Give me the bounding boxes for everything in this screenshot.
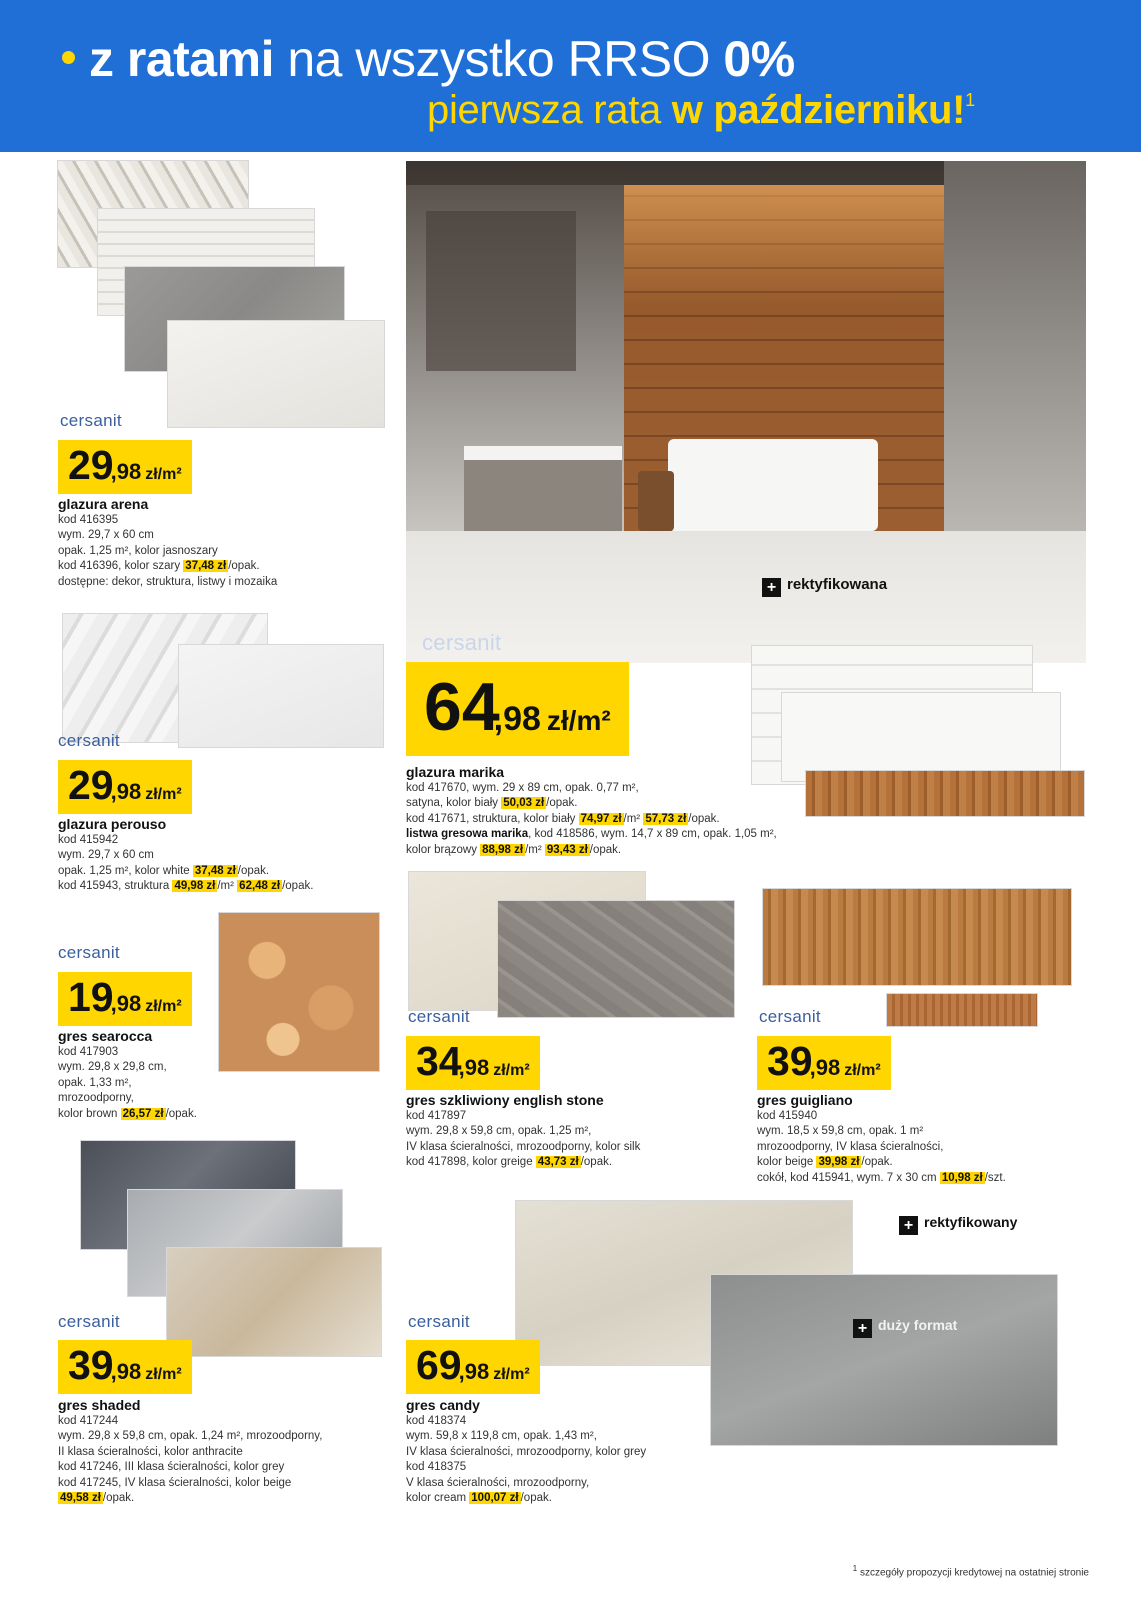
promo-banner — [0, 0, 1141, 152]
arena-tile-light-image — [167, 320, 385, 428]
guigliano-name: gres guigliano — [757, 1092, 853, 1108]
plus-icon: + — [899, 1216, 918, 1235]
shaded-price-tag: 39,98 zł/m² — [58, 1340, 192, 1394]
english-stone-tile-greige-image — [497, 900, 735, 1018]
perouso-description: glazura perouso kod 415942 wym. 29,7 x 60 cm opak. 1,25 m², kolor white 37,48 zł /opak. kod 415943, struktura 49,98 zł /m² 62,48 zł /opak. — [58, 816, 314, 893]
candy-price-tag: 69,98 zł/m² — [406, 1340, 540, 1394]
english-stone-brand-logo: cersanit — [408, 1007, 470, 1026]
candy-brand-logo: cersanit — [408, 1312, 470, 1331]
candy-rectified-badge: + rektyfikowany — [899, 1214, 1017, 1235]
searocca-tile-stone-image — [218, 912, 380, 1072]
marika-bathroom-photo — [406, 161, 1086, 663]
shaded-brand-logo: cersanit — [58, 1312, 120, 1331]
marika-rectified-badge: + rektyfikowana — [762, 576, 887, 597]
guigliano-price-tag: 39,98 zł/m² — [757, 1036, 891, 1090]
floor — [406, 531, 1086, 663]
bathtub — [668, 439, 878, 531]
arena-name: glazura arena — [58, 496, 149, 512]
guigliano-description: gres guigliano kod 415940 wym. 18,5 x 59,8 cm, opak. 1 m² mrozoodporny, IV klasa ścieralności, kolor beige 39,98 zł /opak. cokół, kod 415941, wym. 7 x 30 cm 10,98 zł /szt. — [757, 1092, 1006, 1184]
bullet-dot-icon — [62, 51, 75, 64]
searocca-name: gres searocca — [58, 1028, 153, 1044]
english-stone-price-tag: 34,98 zł/m² — [406, 1036, 540, 1090]
candy-large-format-badge: + duży format — [853, 1317, 957, 1338]
marika-price-tag: 64,98 zł/m² — [406, 662, 629, 756]
candy-tile-grey-image — [710, 1274, 1058, 1446]
mirror — [426, 211, 576, 371]
guigliano-tile-wood-image — [762, 888, 1072, 986]
banner-headline: z ratami na wszystko RRSO 0% — [62, 30, 795, 88]
perouso-name: glazura perouso — [58, 816, 167, 832]
searocca-description: gres searocca kod 417903 wym. 29,8 x 29,8 cm, opak. 1,33 m², mrozoodporny, kolor brown 26,57 zł /opak. — [58, 1028, 197, 1120]
perouso-tile-white-image — [178, 644, 384, 748]
marika-description: glazura marika kod 417670, wym. 29 x 89 cm, opak. 0,77 m², satyna, kolor biały 50,03 zł /opak. kod 417671, struktura, kolor biały 74,97 zł /m² 57,73 zł /opak. listwa gresowa marika, kod 418586, wym. 14,7 x 89 cm, opak. 1,05 m², kolor brązowy 88,98 zł /m² 93,43 zł /opak. — [406, 764, 777, 856]
searocca-brand-logo: cersanit — [58, 943, 120, 962]
credit-footnote: $^1$ szczegóły propozycji kredytowej na ostatniej stronie — [852, 1563, 1089, 1579]
shaded-description: gres shaded kod 417244 wym. 29,8 x 59,8 cm, opak. 1,24 m², mrozoodporny, II klasa ścieralności, kolor anthracite kod 417246, III klasa ścieralności, kolor grey kod 417245, IV klasa ścieralności, kolor beige 49,58 zł /opak. — [58, 1397, 323, 1505]
marika-brand-logo: cersanit — [422, 630, 502, 655]
english-stone-description: gres szkliwiony english stone kod 417897 wym. 29,8 x 59,8 cm, opak. 1,25 m², IV klasa ścieralności, mrozoodporny, kolor silk kod 417898, kolor greige 43,73 zł /opak. — [406, 1092, 641, 1169]
wood-wall-glow — [624, 185, 944, 305]
shaded-tile-beige-image — [166, 1247, 382, 1357]
shaded-name: gres shaded — [58, 1397, 141, 1413]
candy-name: gres candy — [406, 1397, 480, 1413]
arena-price-tag: 29,98 zł/m² — [58, 440, 192, 494]
english-stone-name: gres szkliwiony english stone — [406, 1092, 604, 1108]
stool — [638, 471, 674, 531]
marika-wood-listwa-image — [805, 770, 1085, 817]
banner-subheadline: pierwsza rata w październiku!$^1$ — [427, 88, 975, 132]
perouso-brand-logo: cersanit — [58, 731, 120, 750]
plus-icon: + — [853, 1319, 872, 1338]
arena-description: glazura arena kod 416395 wym. 29,7 x 60 cm opak. 1,25 m², kolor jasnoszary kod 416396, kolor szary 37,48 zł /opak. dostępne: dekor, struktura, listwy i mozaika — [58, 496, 278, 588]
guigliano-skirting-image — [886, 993, 1038, 1027]
guigliano-brand-logo: cersanit — [759, 1007, 821, 1026]
marika-tile-white-image — [781, 692, 1061, 782]
perouso-price-tag: 29,98 zł/m² — [58, 760, 192, 814]
plus-icon: + — [762, 578, 781, 597]
arena-brand-logo: cersanit — [60, 411, 122, 430]
candy-description: gres candy kod 418374 wym. 59,8 x 119,8 cm, opak. 1,43 m², IV klasa ścieralności, mrozoodporny, kolor grey kod 418375 V klasa ścieralności, mrozoodporny, kolor cream 100,07 zł /opak. — [406, 1397, 647, 1505]
marika-name: glazura marika — [406, 764, 505, 780]
searocca-price-tag: 19,98 zł/m² — [58, 972, 192, 1026]
